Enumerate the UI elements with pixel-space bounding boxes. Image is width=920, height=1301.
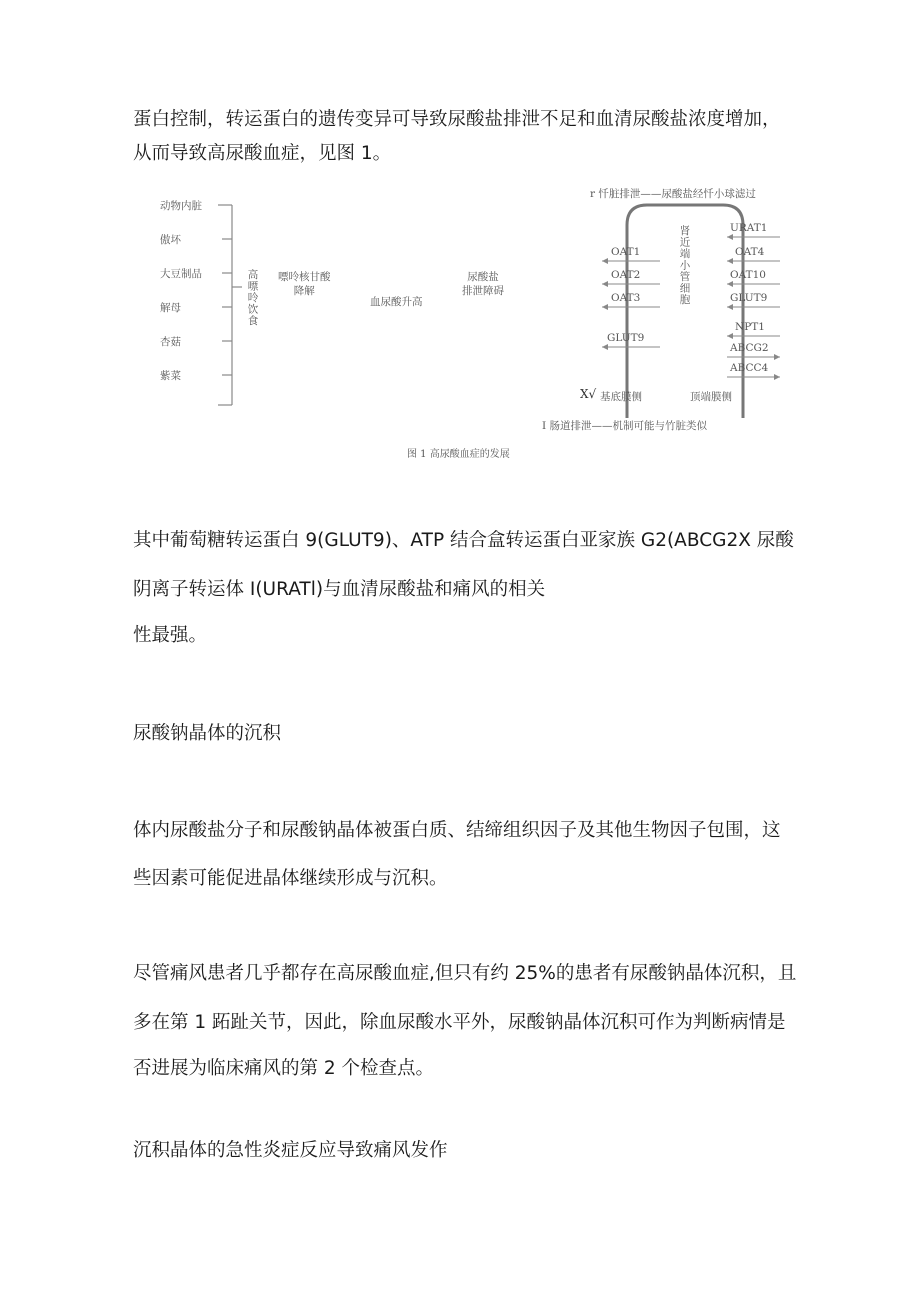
paragraph-3-line-1: 体内尿酸盐分子和尿酸钠晶体被蛋白质、结缔组织因子及其他生物因子包围，这 [133, 820, 781, 841]
right-transporter-1: URAT1 [730, 222, 768, 234]
food-3: 大豆制品 [160, 268, 202, 280]
right-transporter-5: NPT1 [735, 321, 765, 333]
intestinal-excretion-label: I 肠道排泄——机制可能与竹脏类似 [542, 420, 707, 432]
step-1-line-1: 嘌呤核甘酸 [278, 271, 331, 283]
food-6: 紫菜 [160, 370, 181, 382]
step-1 [278, 270, 331, 298]
right-transporter-6: ABCG2 [730, 342, 769, 354]
cell-label: 肾近端小管细胞 [678, 225, 691, 306]
step-3-line-1: 尿酸盐 [467, 271, 499, 283]
section-heading-2: 沉积晶体的急性炎症反应导致痛风发作 [133, 1140, 448, 1161]
step-1-line-2: 降解 [293, 285, 315, 297]
step-2: 血尿酸升高 [370, 296, 423, 308]
food-4: 解母 [160, 302, 181, 314]
right-transporter-2: OAT4 [735, 246, 765, 258]
paragraph-1-line-1: 蛋白控制，转运蛋白的遗传变异可导致尿酸盐排泄不足和血清尿酸盐浓度增加， [133, 109, 781, 130]
figure-caption: 图 1 高尿酸血症的发展 [407, 449, 510, 460]
paragraph-4-line-2: 多在第 1 跖趾关节，因此，除血尿酸水平外，尿酸钠晶体沉积可作为判断病情是 [133, 1012, 786, 1033]
food-5: 杏菇 [160, 336, 181, 348]
food-1: 动物内脏 [160, 200, 202, 212]
right-transporter-7: ABCC4 [730, 362, 769, 374]
paragraph-3-line-2: 些因素可能促进晶体继续形成与沉积。 [133, 868, 448, 889]
paragraph-2-line-1: 其中葡萄糖转运蛋白 9(GLUT9)、ATP 结合盒转运蛋白亚家族 G2(ABCG2X 尿酸 [133, 530, 794, 551]
paragraph-4-line-3: 否进展为临床痛风的第 2 个检查点。 [133, 1058, 435, 1079]
step-3 [462, 270, 504, 298]
left-transporter-3: OAT3 [611, 292, 641, 304]
section-heading-1: 尿酸钠晶体的沉积 [133, 723, 282, 744]
paragraph-1-line-2: 从而导致高尿酸血症，见图 1。 [133, 143, 392, 164]
right-transporter-3: OAT10 [730, 269, 766, 281]
paragraph-2-line-2: 阴离子转运体 I(URATl)与血清尿酸盐和痛风的相关 [133, 579, 546, 600]
kidney-excretion-label: r 忏脏排泄——尿酸盐经忏小球滤过 [590, 188, 756, 200]
apical-side-label: 顶端膜侧 [690, 391, 732, 403]
basal-side-label: 基底膜侧 [600, 391, 642, 403]
food-2: 傲坏 [160, 234, 181, 246]
paragraph-4-line-1: 尽管痛风患者几乎都存在高尿酸血症,但只有约 25%的患者有尿酸钠晶体沉积，且 [133, 963, 797, 984]
left-transporter-2: OAT2 [611, 269, 641, 281]
figure-hyperuricemia [150, 185, 780, 465]
right-transporter-4: GLUT9 [730, 292, 768, 304]
left-transporter-1: OAT1 [611, 246, 641, 258]
paragraph-2-line-3: 性最强。 [133, 625, 208, 646]
step-3-line-2: 排泄障碍 [462, 285, 504, 297]
basal-mark: X√ [580, 387, 597, 401]
diet-label: 高嘌呤饮食 [246, 269, 259, 327]
left-transporter-4: GLUT9 [607, 332, 645, 344]
